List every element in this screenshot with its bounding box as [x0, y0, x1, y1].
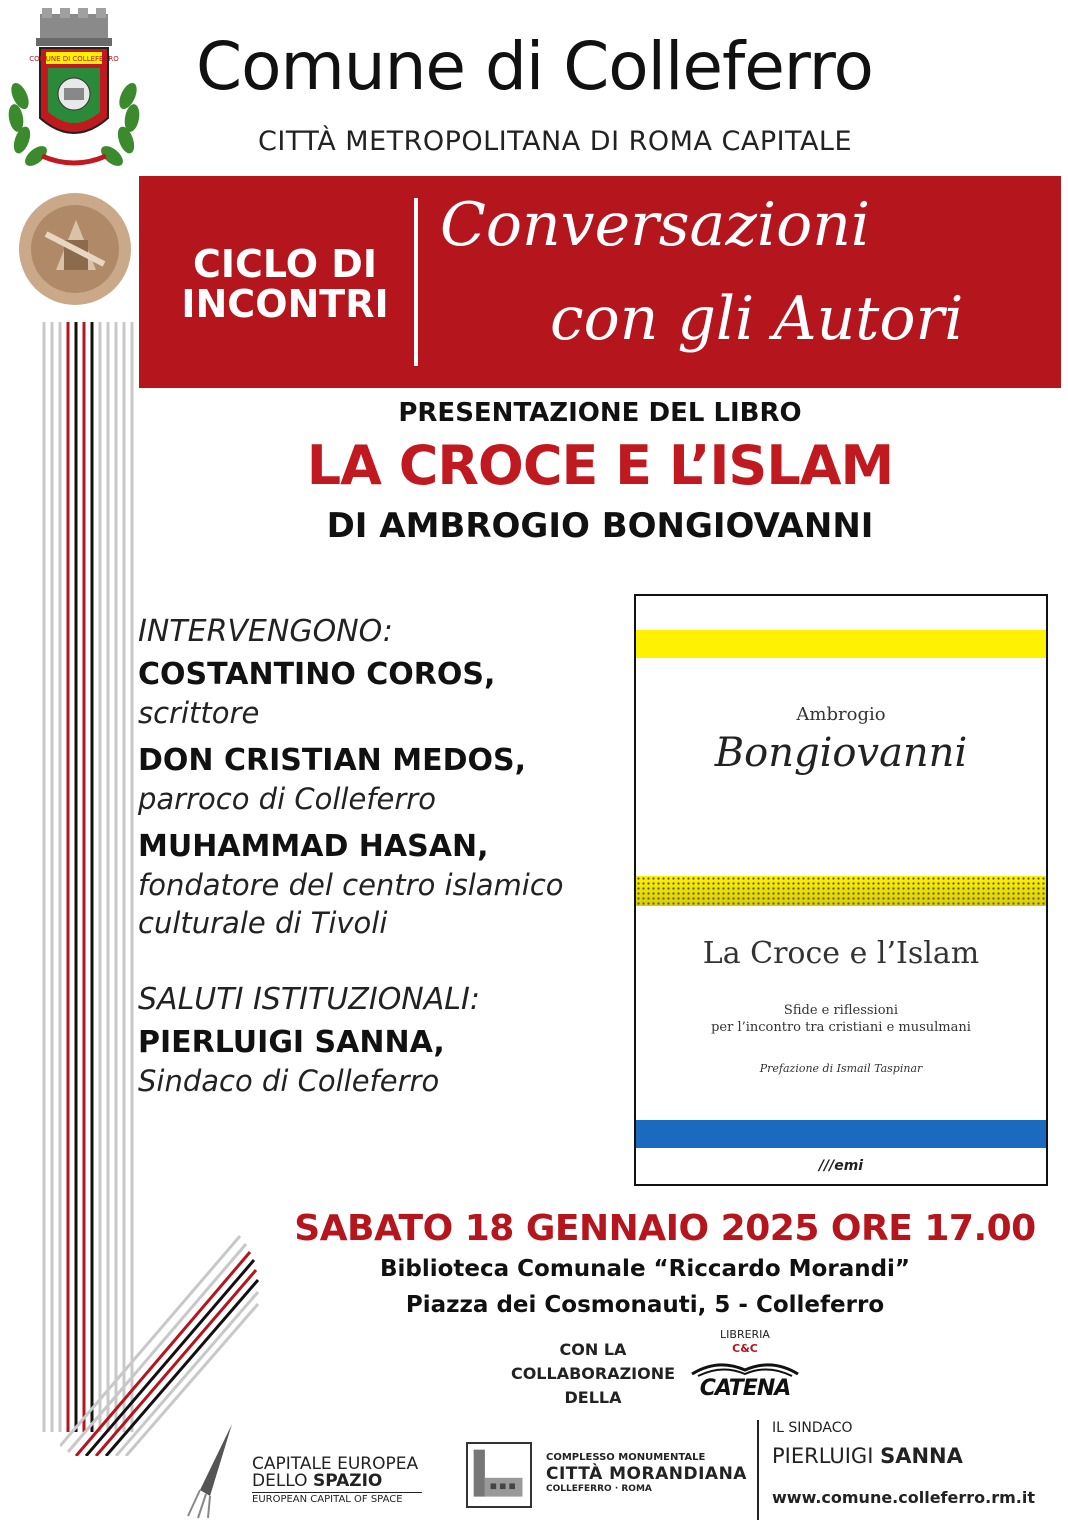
speaker-role: fondatore del centro islamico culturale di Tivoli	[138, 868, 564, 940]
greeting-role: Sindaco di Colleferro	[138, 1064, 440, 1098]
speaker-item	[138, 742, 618, 818]
cover-publisher	[636, 1158, 1046, 1174]
open-book-icon	[688, 1354, 802, 1378]
space-capital-subtitle: EUROPEAN CAPITAL OF SPACE	[252, 1494, 403, 1505]
publisher-mark-icon: ///	[818, 1158, 835, 1174]
space-title-line2	[252, 1473, 418, 1490]
municipal-crest-logo	[6, 8, 142, 174]
greetings-section	[138, 980, 618, 1100]
mayor-last-name: SANNA	[880, 1444, 963, 1468]
speaker-item	[138, 656, 618, 732]
speaker-item	[138, 828, 618, 942]
cover-author-last: Bongiovanni	[714, 730, 968, 776]
banner-series-label: CICLO DI INCONTRI	[181, 242, 389, 326]
mayor-label: IL SINDACO	[772, 1420, 853, 1436]
cover-dotted-band	[636, 876, 1046, 906]
greeting-speaker	[138, 1024, 618, 1100]
book-cover	[634, 594, 1048, 1186]
cover-preface: Prefazione di Ismail Taspinar	[759, 1062, 923, 1075]
greetings-label: SALUTI ISTITUZIONALI:	[138, 982, 480, 1017]
book-author: DI AMBROGIO BONGIOVANNI	[326, 506, 874, 546]
morandi-complex-logo-icon	[466, 1442, 532, 1508]
bookstore-initials: C&C	[732, 1342, 758, 1355]
space-title-line2-b: SPAZIO	[312, 1471, 383, 1491]
space-capital-title	[252, 1456, 418, 1490]
bookstore-logo	[680, 1328, 810, 1408]
cover-blue-band	[636, 1120, 1046, 1148]
morandi-line1: COMPLESSO MONUMENTALE	[546, 1452, 706, 1463]
anniversary-medal-logo	[16, 190, 134, 308]
banner-title-line2: con gli Autori	[550, 284, 964, 354]
municipality-name: Comune di Colleferro	[196, 28, 873, 105]
speaker-name: DON CRISTIAN MEDOS,	[138, 743, 526, 778]
greeting-name: PIERLUIGI SANNA,	[138, 1025, 445, 1060]
bookstore-name: CATENA	[699, 1376, 791, 1401]
mayor-first-name: PIERLUIGI	[772, 1444, 881, 1468]
mayor-name	[772, 1444, 963, 1468]
region-name: CITTÀ METROPOLITANA DI ROMA CAPITALE	[258, 126, 853, 157]
rocket-logo-icon	[180, 1420, 240, 1520]
presentation-label: PRESENTAZIONE DEL LIBRO	[398, 398, 802, 428]
footer-divider	[757, 1420, 759, 1520]
cover-subtitle-line1: Sfide e riflessioni	[783, 1003, 899, 1018]
cover-subtitle	[636, 1002, 1046, 1036]
cover-title: La Croce e l’Islam	[702, 936, 980, 971]
space-title-line1: CAPITALE EUROPEA	[252, 1454, 419, 1474]
crest-text: COMUNE DI COLLEFERRO	[29, 55, 119, 63]
book-title: LA CROCE E L’ISLAM	[306, 434, 894, 497]
speakers-section	[138, 612, 618, 1100]
speaker-name: COSTANTINO COROS,	[138, 657, 496, 692]
event-venue: Biblioteca Comunale “Riccardo Morandi”	[379, 1256, 911, 1282]
bookstore-label: LIBRERIA	[720, 1328, 770, 1341]
cover-yellow-band	[636, 630, 1046, 658]
cover-subtitle-line2: per l’incontro tra cristiani e musulmani	[711, 1020, 971, 1035]
event-address: Piazza dei Cosmonauti, 5 - Colleferro	[405, 1292, 885, 1318]
speaker-role: scrittore	[138, 696, 260, 730]
banner-title-line1: Conversazioni	[440, 190, 871, 260]
publisher-name: emi	[834, 1158, 864, 1174]
website-link[interactable]: www.comune.colleferro.rm.it	[772, 1488, 1035, 1507]
cover-author-first: Ambrogio	[796, 704, 886, 725]
speakers-label: INTERVENGONO:	[138, 614, 393, 649]
speaker-name: MUHAMMAD HASAN,	[138, 829, 489, 864]
space-divider	[252, 1492, 422, 1493]
speaker-role: parroco di Colleferro	[138, 782, 436, 816]
banner-divider	[414, 198, 418, 366]
event-datetime: SABATO 18 GENNAIO 2025 ORE 17.00	[294, 1208, 1036, 1249]
collaboration-text: CON LA COLLABORAZIONE DELLA	[510, 1340, 676, 1407]
morandi-line3: COLLEFERRO · ROMA	[546, 1484, 652, 1494]
space-title-line2-a: DELLO	[252, 1471, 313, 1491]
morandi-line2: CITTÀ MORANDIANA	[546, 1464, 747, 1484]
